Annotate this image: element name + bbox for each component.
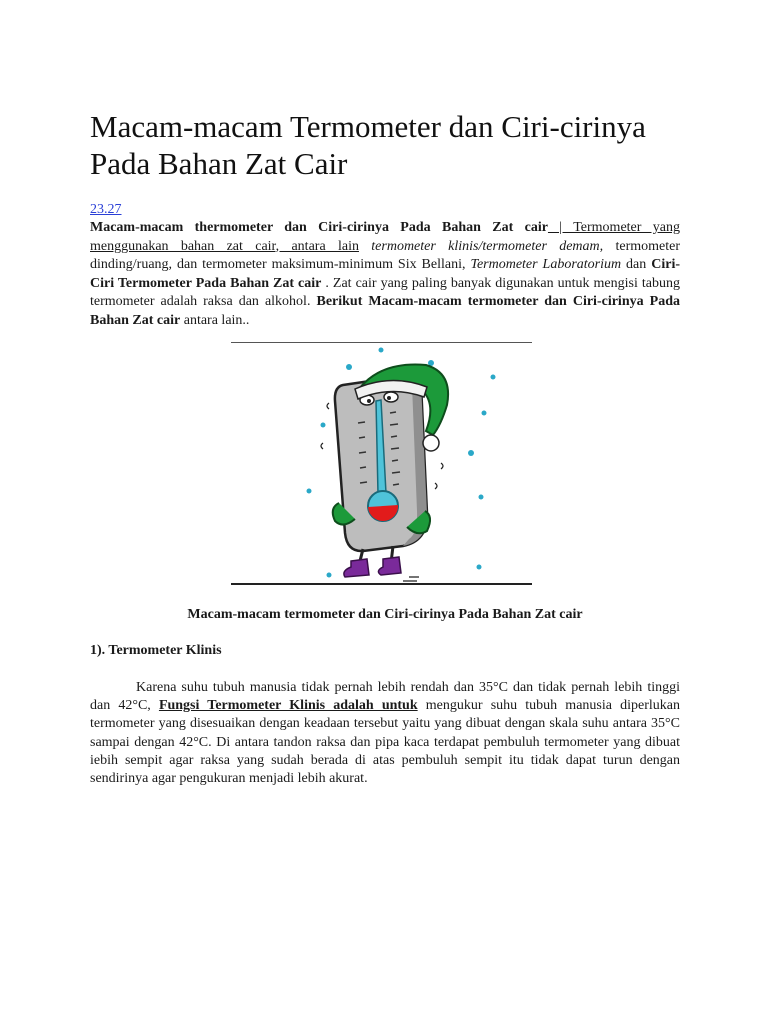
intro-underlined[interactable]: | Termometer yang menggunakan bahan zat cair, antara lain	[90, 220, 680, 254]
intro-text-4: antara lain..	[180, 312, 250, 328]
thermometer-cartoon-illustration	[231, 343, 532, 585]
intro-bold-2: Ciri-Ciri Termometer Pada Bahan Zat cair	[90, 257, 680, 291]
intro-bold-lead: Macam-macam thermometer dan Ciri-cirinya Pada Bahan Zat cair	[90, 220, 548, 235]
intro-bold-3: Berikut Macam-macam termometer dan Ciri-cirinya Pada Bahan Zat cair	[90, 294, 680, 328]
section-heading-termometer-klinis: 1). Termometer Klinis	[90, 643, 222, 658]
figure-caption: Macam-macam termometer dan Ciri-cirinya Pada Bahan Zat cair	[187, 607, 583, 622]
intro-italic-1: termometer klinis/termometer demam,	[358, 238, 604, 254]
fungsi-termometer-link[interactable]: Fungsi Termometer Klinis adalah untuk	[158, 698, 418, 714]
intro-paragraph	[90, 219, 680, 330]
intro-italic-2: Termometer Laboratorium	[470, 257, 622, 272]
section-text-1: Karena suhu tubuh manusia tidak pernah lebih rendah dan 35°C dan tidak pernah lebih tinggi dan 42°C,	[90, 680, 680, 714]
date-link[interactable]: 23.27	[90, 202, 122, 217]
section-text-2: mengukur suhu tubuh manusia diperlukan termometer yang disesuaikan dengan keadaan tersebut yaitu yang dibuat dengan skala suhu antara 35°C sampai dengan 42°C. Di antara tandon raksa dan pipa kaca terdapat pembuluh termometer yang dibuat iebih sempit agar raksa yang sudah berada di atas pembuluh sempit itu tidak dapat turun dengan sendirinya agar pengukuran menjadi lebih akurat.	[90, 698, 680, 787]
section-paragraph-termometer-klinis	[90, 679, 680, 788]
article-title: Macam-macam Termometer dan Ciri-cirinya Pada Bahan Zat Cair	[90, 109, 646, 181]
intro-text-1: termometer dinding/ruang, dan termometer maksimum-minimum Six Bellani,	[90, 238, 680, 272]
intro-text-3: . Zat cair yang paling banyak digunakan untuk mengisi tabung termometer adalah raksa dan alkohol.	[90, 275, 680, 309]
thermometer-cartoon-figure	[231, 342, 532, 585]
intro-text-2: dan	[621, 257, 652, 272]
